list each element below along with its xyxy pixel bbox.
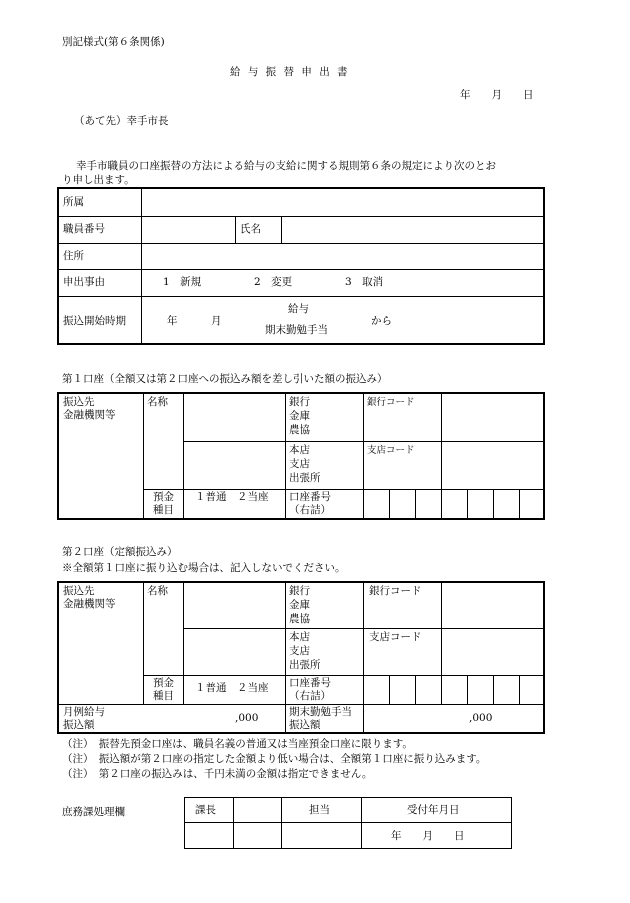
account2-dest-label-2: 金融機関等 <box>63 598 116 610</box>
account2-table <box>57 581 545 734</box>
account1-deposit-label-1: 預金 <box>153 491 174 503</box>
account1-bank-type-3[interactable]: 農協 <box>289 424 310 436</box>
account1-deposit-options[interactable]: １普通 ２当座 <box>195 491 269 503</box>
account1-bank-code-label: 銀行コード <box>367 397 415 408</box>
office-received-date: 年 月 日 <box>391 830 465 842</box>
page-title: 給 与 振 替 申 出 書 <box>230 66 350 78</box>
account1-branch-code-field[interactable] <box>443 444 543 487</box>
monthly-amount-field[interactable] <box>143 705 283 732</box>
account2-dest-label-1: 振込先 <box>63 585 95 597</box>
account1-branch-name-field[interactable] <box>185 444 283 487</box>
dept-field[interactable] <box>143 191 541 214</box>
account1-name-label: 名称 <box>147 396 168 408</box>
account2-deposit-label-2: 種目 <box>153 690 174 702</box>
office-received-label: 受付年月日 <box>407 804 460 816</box>
bonus-amount-suffix: ,000 <box>469 712 493 724</box>
monthly-amount-label-2: 振込額 <box>63 719 95 731</box>
account1-dest-label-1: 振込先 <box>63 396 95 408</box>
start-label: 振込開始時期 <box>63 315 126 327</box>
account2-bank-type-3[interactable]: 農協 <box>289 613 310 625</box>
account2-bank-type-1[interactable]: 銀行 <box>289 585 310 597</box>
note-3: （注） 第２口座の振込みは、千円未満の金額は指定できません。 <box>62 768 373 780</box>
account2-notice: ※全額第１口座に振り込む場合は、記入しないでください。 <box>62 562 346 574</box>
dept-label: 所属 <box>63 196 84 208</box>
account2-branch-type-2[interactable]: 支店 <box>289 645 310 657</box>
account2-branch-type-3[interactable]: 出張所 <box>289 659 321 671</box>
intro-line-2: り申し出ます。 <box>62 174 135 186</box>
staff-no-label: 職員番号 <box>63 223 105 235</box>
account1-account-no-label-2: （右詰） <box>289 504 331 516</box>
reason-option-change[interactable]: 2 変更 <box>254 276 293 288</box>
address-label: 住所 <box>63 250 84 262</box>
start-bonus[interactable]: 期末勤勉手当 <box>265 324 328 336</box>
account2-account-no-label-1: 口座番号 <box>289 677 331 689</box>
account2-account-no-label-2: （右詰） <box>289 690 331 702</box>
account1-account-no-label-1: 口座番号 <box>289 491 331 503</box>
start-from: から <box>371 315 392 327</box>
monthly-amount-label-1: 月例給与 <box>63 706 105 718</box>
account1-bank-type-2[interactable]: 金庫 <box>289 410 310 422</box>
account1-branch-type-1[interactable]: 本店 <box>289 444 310 456</box>
office-label: 庶務課処理欄 <box>62 806 125 818</box>
office-staff-label: 担当 <box>309 804 330 816</box>
account2-bank-type-2[interactable]: 金庫 <box>289 599 310 611</box>
name-label: 氏名 <box>240 223 261 235</box>
account2-bank-code-field[interactable] <box>443 585 543 626</box>
form-reference: 別記様式(第６条関係) <box>62 36 165 48</box>
account2-heading: 第２口座（定額振込み） <box>62 546 178 558</box>
account2-branch-code-field[interactable] <box>443 631 543 673</box>
account1-deposit-label-2: 種目 <box>153 504 174 516</box>
account2-deposit-options[interactable]: １普通 ２当座 <box>195 682 269 694</box>
reason-option-new[interactable]: 1 新規 <box>163 276 202 288</box>
account2-branch-type-1[interactable]: 本店 <box>289 631 310 643</box>
account2-deposit-label-1: 預金 <box>153 677 174 689</box>
intro-line-1: 幸手市職員の口座振替の方法による給与の支給に関する規則第６条の規定により次のとお <box>76 160 496 172</box>
start-year: 年 <box>167 315 178 327</box>
applicant-table <box>57 187 545 345</box>
bonus-amount-label-2: 振込額 <box>289 719 321 731</box>
start-month: 月 <box>211 315 222 327</box>
reason-label: 申出事由 <box>63 276 105 288</box>
office-chief-label: 課長 <box>195 804 216 816</box>
date-line: 年 月 日 <box>460 89 534 101</box>
office-table <box>184 797 512 849</box>
account2-bank-code-label: 銀行コード <box>369 585 422 597</box>
account1-table <box>57 392 545 520</box>
account1-heading: 第１口座（全額又は第２口座への振込み額を差し引いた額の振込み） <box>62 373 388 385</box>
monthly-amount-suffix: ,000 <box>235 712 259 724</box>
account1-bank-type-1[interactable]: 銀行 <box>289 396 310 408</box>
name-field[interactable] <box>284 218 542 241</box>
account2-name-label: 名称 <box>147 585 168 597</box>
note-1: （注） 振替先預金口座は、職員名義の普通又は当座預金口座に限ります。 <box>62 738 413 750</box>
start-salary[interactable]: 給与 <box>288 303 309 315</box>
account1-dest-label-2: 金融機関等 <box>63 409 116 421</box>
reason-option-cancel[interactable]: 3 取消 <box>345 276 384 288</box>
account1-branch-type-3[interactable]: 出張所 <box>289 472 321 484</box>
note-2: （注） 振込額が第２口座の指定した金額より低い場合は、全額第１口座に振り込みます。 <box>62 753 487 765</box>
address-field[interactable] <box>143 245 541 267</box>
account1-branch-type-2[interactable]: 支店 <box>289 458 310 470</box>
bonus-amount-field[interactable] <box>365 705 543 732</box>
account1-bank-code-field[interactable] <box>443 396 543 439</box>
account2-branch-code-label: 支店コード <box>369 631 422 643</box>
addressee: （あて先）幸手市長 <box>74 115 169 127</box>
bonus-amount-label-1: 期末勤勉手当 <box>289 706 352 718</box>
account1-branch-code-label: 支店コード <box>367 445 415 456</box>
account2-branch-name-field[interactable] <box>185 631 283 673</box>
account1-bank-name-field[interactable] <box>185 396 283 439</box>
staff-no-field[interactable] <box>143 218 233 241</box>
account2-bank-name-field[interactable] <box>185 585 283 626</box>
